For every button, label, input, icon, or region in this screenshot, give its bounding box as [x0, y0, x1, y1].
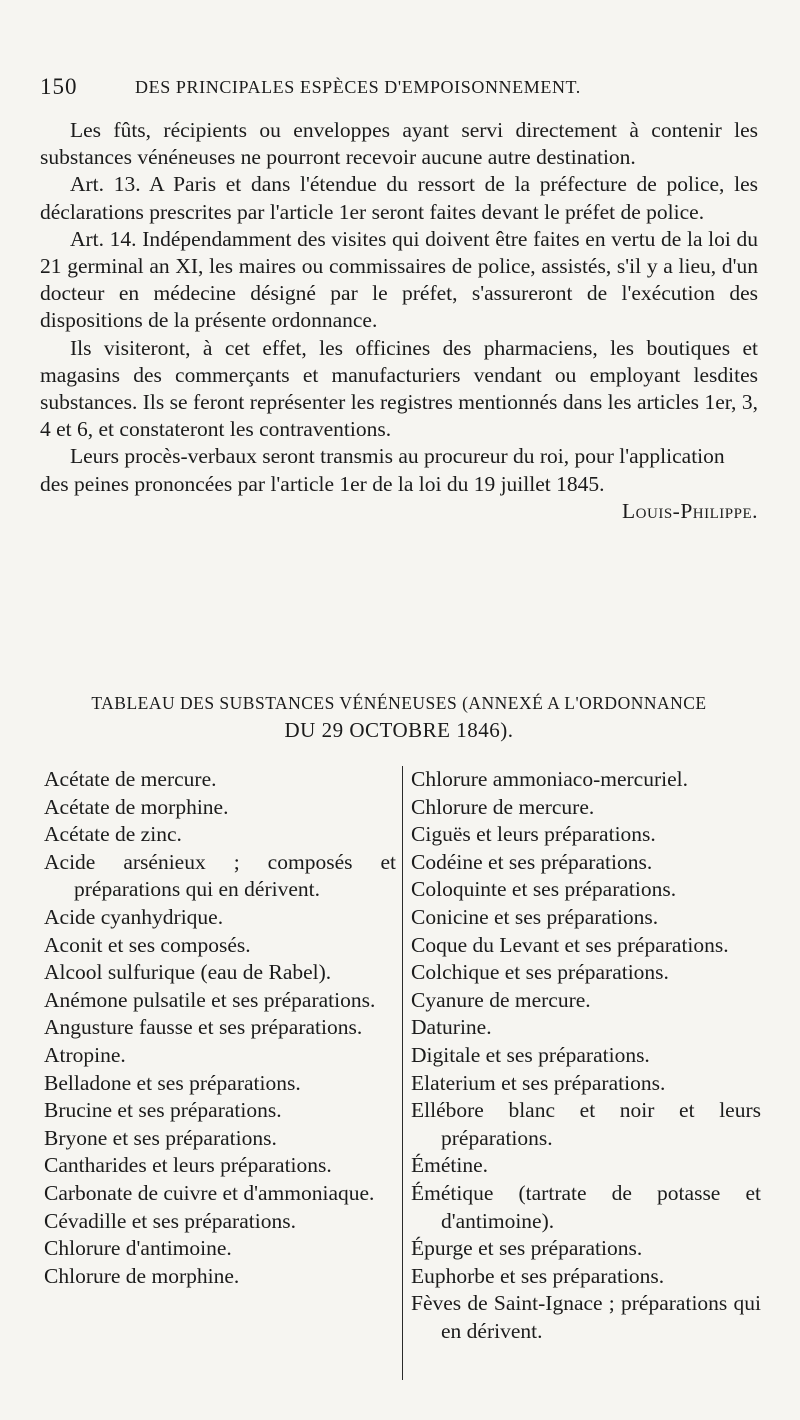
list-item: Angusture fausse et ses préparations. — [44, 1015, 363, 1040]
list-item: Chlorure de mercure. — [411, 794, 595, 819]
list-item: Euphorbe et ses préparations. — [411, 1263, 665, 1288]
list-item: Colchique et ses préparations. — [411, 960, 669, 985]
table-heading-line-1: TABLEAU DES SUBSTANCES VÉNÉNEUSES (ANNEXÉ A L'ORDONNANCE — [91, 693, 707, 713]
table-heading-line-2: DU 29 OCTOBRE 1846). — [284, 718, 514, 742]
list-item: Daturine. — [411, 1015, 492, 1040]
table-heading — [40, 690, 758, 744]
list-item: Coloquinte et ses préparations. — [411, 877, 677, 902]
page-number: 150 — [40, 74, 78, 99]
list-item: Atropine. — [44, 1042, 126, 1067]
list-item: Cyanure de mercure. — [411, 987, 591, 1012]
list-item: Elaterium et ses préparations. — [411, 1070, 666, 1095]
list-item: Alcool sulfurique (eau de Rabel). — [44, 960, 332, 985]
list-item: Aconit et ses composés. — [44, 932, 251, 957]
list-item: Belladone et ses préparations. — [44, 1070, 301, 1095]
list-item: Codéine et ses préparations. — [411, 849, 653, 874]
paragraph-proces-verbaux — [40, 443, 758, 523]
body-text — [40, 117, 758, 525]
column-divider — [402, 766, 403, 1380]
list-item: Cantharides et leurs préparations. — [44, 1153, 332, 1178]
list-item: Bryone et ses préparations. — [44, 1125, 277, 1150]
list-item: Conicine et ses préparations. — [411, 904, 659, 929]
list-item: Anémone pulsatile et ses préparations. — [44, 987, 376, 1012]
list-item: Acide cyanhydrique. — [44, 904, 224, 929]
list-item: Épurge et ses préparations. — [411, 1236, 643, 1261]
list-item: Coque du Levant et ses préparations. — [411, 932, 729, 957]
page-header — [40, 74, 760, 108]
substances-right-column — [411, 766, 761, 1345]
paragraph-proces-verbaux-text: Leurs procès-verbaux seront transmis au procureur du roi, pour l'application des peines prononcées par l'article 1er de la loi du 19 juillet 1845. — [40, 444, 725, 496]
signature: Louis-Philippe. — [622, 498, 758, 523]
list-item: Chlorure de morphine. — [44, 1263, 240, 1288]
list-item: Carbonate de cuivre et d'ammoniaque. — [44, 1180, 375, 1205]
paragraph-article-13: Art. 13. A Paris et dans l'étendue du ressort de la préfecture de police, les déclarations prescrites par l'article 1er seront faites devant le préfet de police. — [40, 172, 758, 224]
paragraph-1: Les fûts, récipients ou enveloppes ayant servi directement à contenir les substances vénéneuses ne pourront recevoir aucune autre destination. — [40, 118, 758, 170]
list-item: Émétique (tartrate de potasse et d'antimoine). — [411, 1180, 761, 1233]
list-item: Cévadille et ses préparations. — [44, 1208, 296, 1233]
list-item: Acétate de morphine. — [44, 794, 229, 819]
list-item: Ciguës et leurs préparations. — [411, 822, 656, 847]
list-item: Fèves de Saint-Ignace ; préparations qui en dérivent. — [411, 1291, 761, 1343]
list-item: Acétate de zinc. — [44, 822, 182, 847]
paragraph-article-14: Art. 14. Indépendamment des visites qui doivent être faites en vertu de la loi du 21 germinal an XI, les maires ou commissaires de police, assistés, s'il y a lieu, d'un docteur en médecine désigné par le préfet, s'assureront de l'exécution des dispositions de la présente ordonnance. — [40, 226, 758, 333]
list-item: Acétate de mercure. — [44, 767, 217, 791]
list-item: Acide arsénieux ; composés et préparations qui en dérivent. — [44, 849, 396, 902]
substances-left-column — [44, 766, 396, 1290]
list-item: Ellébore blanc et noir et leurs préparations. — [411, 1098, 761, 1150]
list-item: Émétine. — [411, 1153, 489, 1178]
list-item: Brucine et ses préparations. — [44, 1098, 282, 1123]
list-item: Digitale et ses préparations. — [411, 1042, 650, 1067]
paragraph-visits: Ils visiteront, à cet effet, les officines des pharmaciens, les boutiques et magasins des commerçants et manufacturiers vendant ou employant lesdites substances. Ils se feront représenter les registres mentionnés dans les articles 1er, 3, 4 et 6, et constateront les contraventions. — [40, 335, 758, 442]
list-item: Chlorure ammoniaco-mercuriel. — [411, 767, 689, 791]
list-item: Chlorure d'antimoine. — [44, 1236, 232, 1261]
running-title: DES PRINCIPALES ESPÈCES D'EMPOISONNEMENT. — [135, 77, 581, 97]
